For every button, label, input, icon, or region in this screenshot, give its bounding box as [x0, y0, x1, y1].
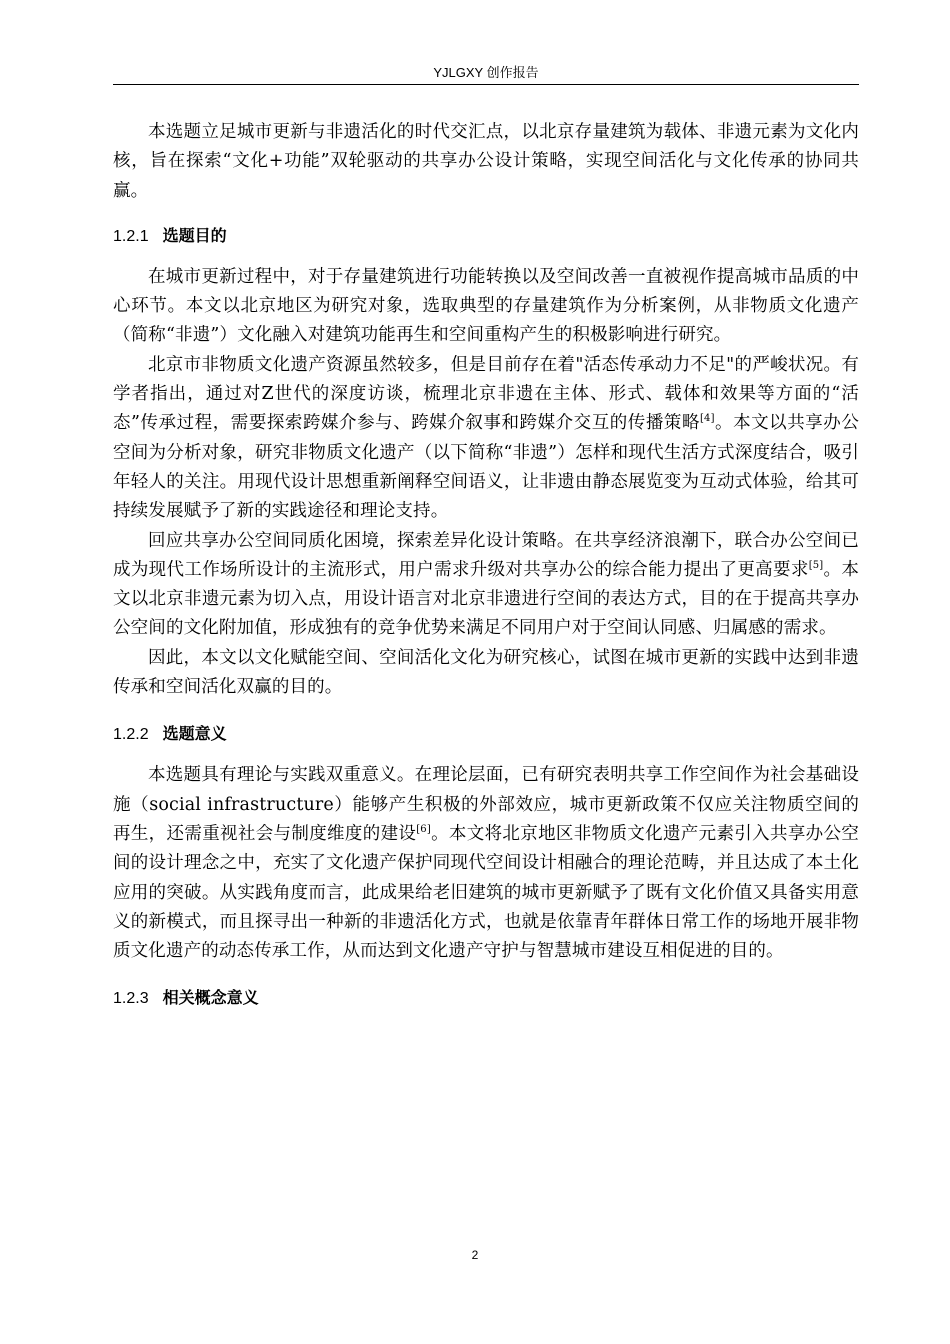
- header-title: YJLGXY 创作报告: [433, 65, 539, 80]
- section-title: 选题目的: [162, 225, 227, 245]
- paragraph-text: 回应共享办公空间同质化困境，探索差异化设计策略。在共享经济浪潮下，联合办公空间已成为现代工作场所设计的主流形式，用户需求升级对共享办公的综合能力提出了更高要求: [113, 530, 859, 580]
- intro-paragraph: 本选题立足城市更新与非遗活化的时代交汇点，以北京存量建筑为载体、非遗元素为文化内核，旨在探索“文化+功能”双轮驱动的共享办公设计策略，实现空间活化与文化传承的协同共赢。: [113, 122, 859, 201]
- section-number: 1.2.1: [113, 227, 149, 245]
- paragraph-text: 。本文以共享办公空间为分析对象，研究非物质文化遗产（以下简称“非遗”）怎样和现代生活方式深度结合，吸引年轻人的关注。用现代设计思想重新阐释空间语义，让非遗由静态展览变为互动式体验，给其可持续发展赋予了新的实践途径和理论支持。: [113, 413, 859, 522]
- page-header: [113, 64, 859, 85]
- paragraph-text: 。本文将北京地区非物质文化遗产元素引入共享办公空间的设计理念之中，充实了文化遗产保护同现代空间设计相融合的理论范畴，并且达成了本土化应用的突破。从实践角度而言，此成果给老旧建筑的城市更新赋予了既有文化价值又具备实用意义的新模式，而且探寻出一种新的非遗活化方式，也就是依靠青年群体日常工作的场地开展非物质文化遗产的动态传承工作，从而达到文化遗产守护与智慧城市建设互相促进的目的。: [113, 823, 859, 962]
- purpose-paragraph-3: [113, 527, 859, 644]
- paragraph-text: 本选题具有理论与实践双重意义。在理论层面，已有研究表明共享工作空间作为社会基础设施（social infrastructure）能够产生积极的外部效应，城市更新政策不仅应关注物质空间的再生，还需重视社会与制度维度的建设: [113, 765, 859, 844]
- section-title: 选题意义: [162, 724, 227, 744]
- citation-ref: [5]: [808, 560, 824, 572]
- section-number: 1.2.2: [113, 726, 149, 744]
- purpose-paragraph-2: [113, 351, 859, 527]
- section-title: 相关概念意义: [162, 988, 259, 1008]
- section-heading-1-2-2: [113, 702, 859, 761]
- citation-ref: [4]: [700, 413, 715, 425]
- document-body: [113, 118, 859, 1025]
- significance-paragraph: [113, 761, 859, 966]
- paragraph-text: 北京市非物质文化遗产资源虽然较多，但是目前存在着"活态传承动力不足"的严峻状况。有学者指出，通过对Z世代的深度访谈，梳理北京非遗在主体、形式、载体和效果等方面的“活态”传承过程，需要探索跨媒介参与、跨媒介叙事和跨媒介交互的传播策略: [113, 354, 859, 434]
- section-heading-1-2-3: [113, 966, 859, 1025]
- page-number: 2: [471, 1248, 479, 1262]
- paragraph-text: 。本文以北京非遗元素为切入点，用设计语言对北京非遗进行空间的表达方式，目的在于提高共享办公空间的文化附加值，形成独有的竞争优势来满足不同用户对于空间认同感、归属感的需求。: [113, 559, 859, 639]
- purpose-paragraph-1: 在城市更新过程中，对于存量建筑进行功能转换以及空间改善一直被视作提高城市品质的中心环节。本文以北京地区为研究对象，选取典型的存量建筑作为分析案例，从非物质文化遗产（简称“非遗”）文化融入对建筑功能再生和空间重构产生的积极影响进行研究。: [113, 266, 859, 346]
- section-number: 1.2.3: [113, 990, 149, 1008]
- purpose-paragraph-4: 因此，本文以文化赋能空间、空间活化文化为研究核心，试图在城市更新的实践中达到非遗传承和空间活化双赢的目的。: [113, 647, 859, 698]
- section-heading-1-2-1: [113, 206, 859, 263]
- citation-ref: [6]: [416, 824, 431, 836]
